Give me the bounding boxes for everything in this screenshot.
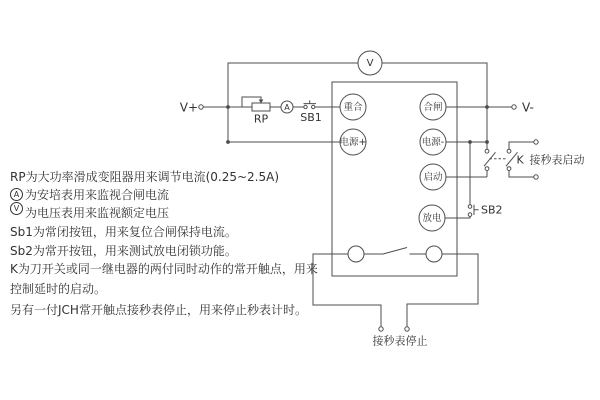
k-terminal-icon: [534, 140, 538, 144]
note-line: [10, 167, 279, 185]
v-minus-label: V-: [522, 100, 534, 115]
ammeter-label: A: [284, 103, 290, 113]
k-label: K: [516, 153, 524, 167]
k-contact-icon: [485, 167, 489, 171]
wire-segment: [228, 63, 358, 142]
note-line: [10, 185, 169, 203]
jch-terminal-icon: [426, 246, 442, 262]
rp-label: RP: [253, 112, 269, 126]
v-plus-terminal-icon: [199, 105, 203, 109]
k-terminal-icon: [534, 175, 538, 179]
stop-terminal-icon: [379, 327, 383, 331]
jch-blade: [383, 248, 407, 255]
note-text: 控制延时的启动。: [10, 281, 107, 296]
junction-dot: [485, 105, 489, 109]
rheostat-rp: [242, 97, 270, 126]
sb1-actuator: [304, 100, 317, 103]
pushbutton-sb2: [468, 204, 502, 217]
note-line: [10, 241, 237, 259]
voltmeter-label: V: [366, 58, 374, 69]
source-terminal-v-plus: [180, 101, 203, 115]
note-text: 为电压表用来监视额定电压: [25, 205, 170, 220]
voltmeter-symbol: [358, 51, 382, 75]
stop-terminal-icon: [405, 327, 409, 331]
junction-dot: [226, 105, 230, 109]
wire-segment: [407, 254, 478, 327]
note-text: Sb1为常闭按钮，用来复位合闸保持电流。: [10, 224, 237, 239]
pushbutton-sb1: [300, 100, 322, 124]
port-start-label: 启动: [423, 172, 443, 183]
sb2-contact-icon: [468, 205, 472, 209]
jch-terminal-icon: [348, 246, 364, 262]
wire-segment: [509, 171, 534, 178]
port-power-plus: [340, 129, 367, 155]
sb1-contact-icon: [304, 105, 307, 108]
sb2-actuator: [474, 205, 479, 215]
port-discharge: [419, 205, 445, 231]
note-text: 为安培表用来监视合闸电流: [25, 187, 170, 202]
port-discharge-label: 放电: [422, 213, 442, 224]
v-minus-terminal-icon: [512, 105, 516, 109]
port-start: [420, 164, 446, 190]
port-reclose: [340, 94, 366, 120]
stopwatch-stop-annotation: 接秒表停止: [372, 334, 428, 348]
stopwatch-stop-terminals: [379, 327, 409, 331]
port-reclose-label: 重合: [343, 102, 363, 113]
sb2-contact-icon: [468, 213, 472, 217]
sb1-contact-icon: [312, 105, 315, 108]
sb1-label: SB1: [300, 111, 322, 124]
note-line: [10, 203, 169, 221]
note-line: [10, 259, 318, 277]
resistor-icon: [252, 103, 270, 111]
voltmeter-icon: V: [10, 202, 23, 215]
port-close: [420, 94, 446, 120]
wire-segment: [509, 142, 534, 149]
ammeter-icon: A: [10, 188, 23, 201]
sb2-label: SB2: [481, 203, 503, 217]
port-power-minus: [420, 129, 446, 155]
wire-segment: [313, 254, 381, 327]
jch-contact: [348, 246, 442, 262]
k-contact-icon: [485, 149, 489, 153]
stopwatch-start-annotation: 接秒表启动: [529, 153, 585, 167]
note-text: Sb2为常开按钮，用来测试放电闭锁功能。: [10, 243, 237, 258]
junction-dot: [485, 140, 489, 144]
note-text: RP为大功率滑成变阻器用来调节电流(0.25~2.5A): [10, 169, 280, 184]
port-close-label: 合闸: [423, 102, 443, 113]
junction-dot: [226, 140, 230, 144]
port-power-plus-label: 电源+: [339, 137, 367, 148]
k-contact-icon: [507, 149, 511, 153]
terminal-v-minus: [512, 101, 534, 115]
ammeter-symbol: [281, 101, 293, 113]
k-contact-icon: [507, 167, 511, 171]
v-plus-label: V+: [179, 100, 198, 115]
note-text: 另有一付JCH常开触点接秒表停止，用来停止秒表计时。: [10, 302, 307, 317]
port-power-minus-label: 电源-: [421, 137, 445, 148]
note-line: [10, 300, 307, 318]
note-line: [10, 279, 106, 297]
note-line: [10, 222, 237, 240]
note-text: K为刀开关或同一继电器的两付同时动作的常开触点，用来: [10, 261, 318, 276]
junction-dot: [468, 140, 472, 144]
